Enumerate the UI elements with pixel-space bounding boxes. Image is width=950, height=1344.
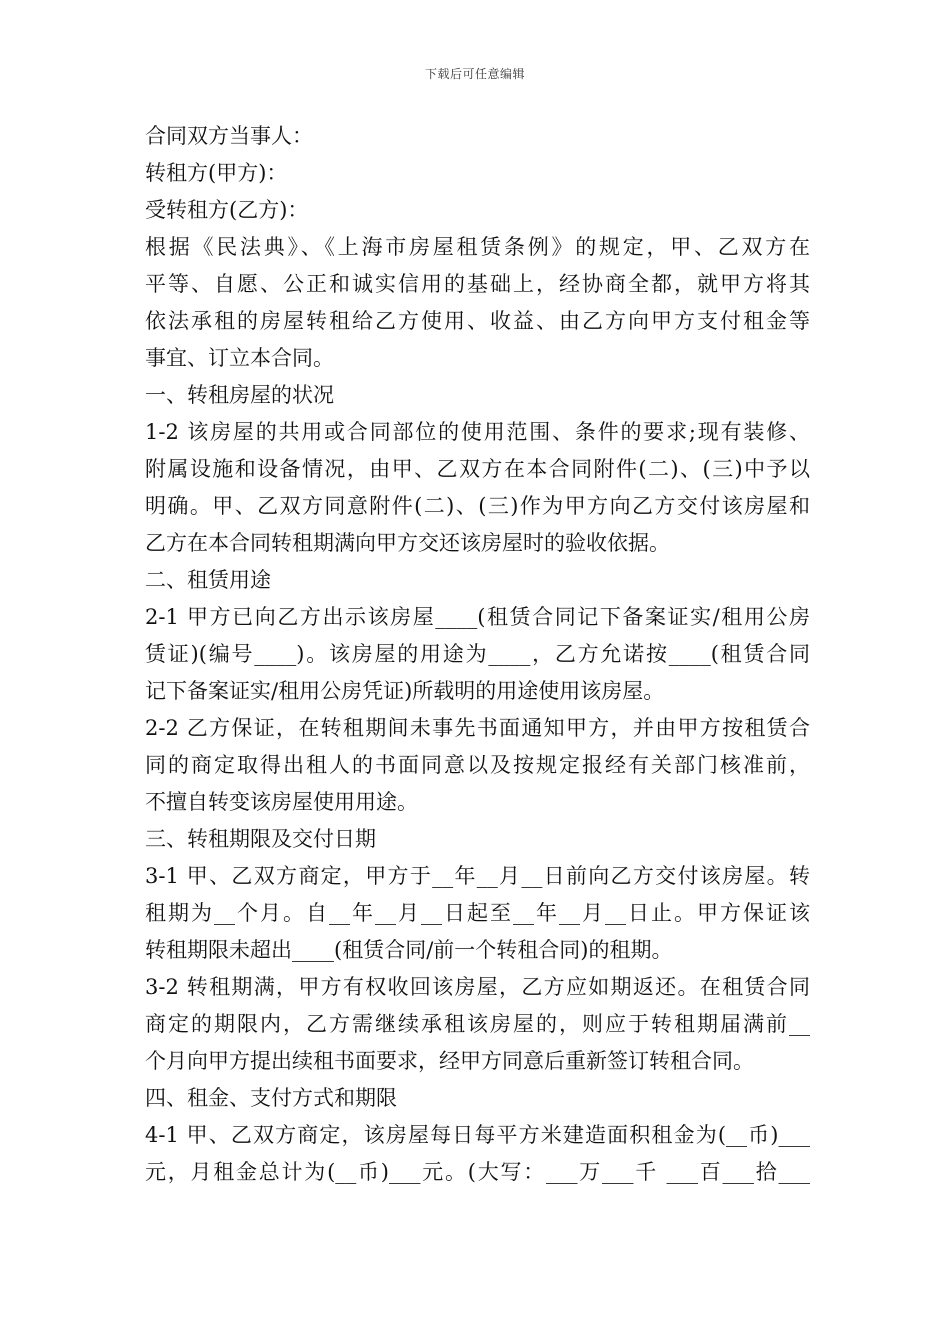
document-line: 2-2 乙方保证，在转租期间未事先书面通知甲方，并由甲方按租赁合 xyxy=(145,716,810,740)
document-line: 附属设施和设备情况，由甲、乙双方在本合同附件(二)、(三)中予以 xyxy=(145,457,810,481)
document-line: 四、租金、支付方式和期限 xyxy=(145,1086,397,1110)
document-body xyxy=(145,118,810,1191)
document-line: 转租方(甲方)： xyxy=(145,161,288,185)
document-line: 租期为__个月。自__年__月__日起至__年__月__日止。甲方保证该 xyxy=(145,901,810,925)
document-line: 个月向甲方提出续租书面要求，经甲方同意后重新签订转租合同。 xyxy=(145,1049,754,1073)
document-line: 1-2 该房屋的共用或合同部位的使用范围、条件的要求;现有装修、 xyxy=(145,420,810,444)
document-line: 4-1 甲、乙双方商定，该房屋每日每平方米建造面积租金为(__币)___ xyxy=(145,1123,810,1147)
document-line: 平等、自愿、公正和诚实信用的基础上，经协商全都，就甲方将其 xyxy=(145,272,810,296)
document-line: 二、租赁用途 xyxy=(145,568,271,592)
document-line: 一、转租房屋的状况 xyxy=(145,383,334,407)
document-line: 2-1 甲方已向乙方出示该房屋____(租赁合同记下备案证实/租用公房 xyxy=(145,605,810,629)
document-line: 3-2 转租期满，甲方有权收回该房屋，乙方应如期返还。在租赁合同 xyxy=(145,975,810,999)
document-line: 明确。甲、乙双方同意附件(二)、(三)作为甲方向乙方交付该房屋和 xyxy=(145,494,810,518)
page-header: 下载后可任意编辑 xyxy=(424,67,525,81)
document-line: 记下备案证实/租用公房凭证)所载明的用途使用该房屋。 xyxy=(145,679,665,703)
document-line: 合同双方当事人： xyxy=(145,124,313,148)
document-line: 事宜、订立本合同。 xyxy=(145,346,334,370)
document-line: 受转租方(乙方)： xyxy=(145,198,309,222)
document-line: 元，月租金总计为(__币)___元。(大写：___万___千 ___百___拾___ xyxy=(145,1160,810,1184)
document-line: 赁证)(编号____)。该房屋的用途为____，乙方允诺按____(租赁合同 xyxy=(145,642,810,666)
document-line: 商定的期限内，乙方需继续承租该房屋的，则应于转租期届满前__ xyxy=(145,1012,810,1036)
document-line: 同的商定取得出租人的书面同意以及按规定报经有关部门核准前， xyxy=(145,753,810,777)
document-line: 根据《民法典》、《上海市房屋租赁条例》的规定，甲、乙双方在 xyxy=(145,235,810,259)
document-line: 依法承租的房屋转租给乙方使用、收益、由乙方向甲方支付租金等 xyxy=(145,309,810,333)
document-line: 3-1 甲、乙双方商定，甲方于__年__月__日前向乙方交付该房屋。转 xyxy=(145,864,810,888)
document-line: 三、转租期限及交付日期 xyxy=(145,827,376,851)
document-line: 不擅自转变该房屋使用用途。 xyxy=(145,790,418,814)
document-line: 转租期限未超出____(租赁合同/前一个转租合同)的租期。 xyxy=(145,938,673,962)
document-line: 乙方在本合同转租期满向甲方交还该房屋时的验收依据。 xyxy=(145,531,670,555)
